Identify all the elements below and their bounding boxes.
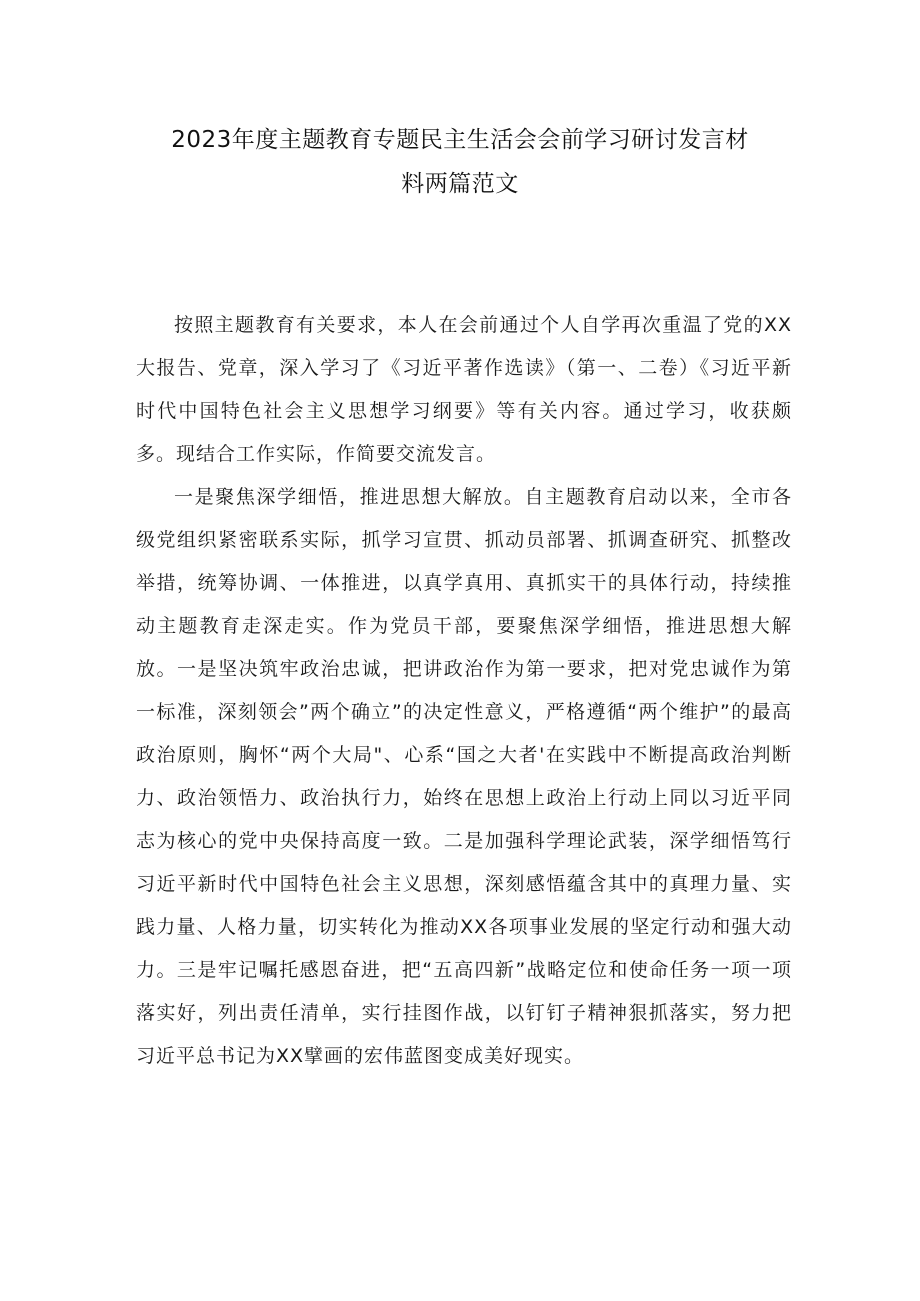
paragraph-intro: 按照主题教育有关要求，本人在会前通过个人自学再次重温了党的XX大报告、党章，深入学习了《习近平著作选读》（第一、二卷）《习近平新时代中国特色社会主义思想学习纲要》等有关内容。通过学习，收获颇多。现结合工作实际，作简要交流发言。 <box>136 314 792 465</box>
title-line-1: 2023年度主题教育专题民主生活会会前学习研讨发言材 <box>171 127 749 153</box>
paragraph-point-one: 一是聚焦深学细悟，推进思想大解放。自主题教育启动以来，全市各级党组织紧密联系实际，抓学习宣贯、抓动员部署、抓调查研究、抓整改举措，统筹协调、一体推进，以真学真用、真抓实干的具体行动，持续推动主题教育走深走实。作为党员干部，要聚焦深学细悟，推进思想大解放。一是坚决筑牢政治忠诚，把讲政治作为第一要求，把对党忠诚作为第一标准，深刻领会”两个确立”的决定性意义，严格遵循“两个维护”的最高政治原则，胸怀“两个大局"、心系“国之大者'在实践中不断提高政治判断力、政治领悟力、政治执行力，始终在思想上政治上行动上同以习近平同志为核心的党中央保持高度一致。二是加强科学理论武装，深学细悟笃行习近平新时代中国特色社会主义思想，深刻感悟蕴含其中的真理力量、实践力量、人格力量，切实转化为推动XX各项事业发展的坚定行动和强大动力。三是牢记嘱托感恩奋进，把“五高四新”战略定位和使命任务一项一项落实好，列出责任清单，实行挂图作战，以钉钉子精神狠抓落实，努力把习近平总书记为XX擘画的宏伟蓝图变成美好现实。 <box>136 486 792 1067</box>
document-body <box>136 304 792 1078</box>
document-title <box>130 118 790 206</box>
title-line-2: 料两篇范文 <box>401 171 519 197</box>
